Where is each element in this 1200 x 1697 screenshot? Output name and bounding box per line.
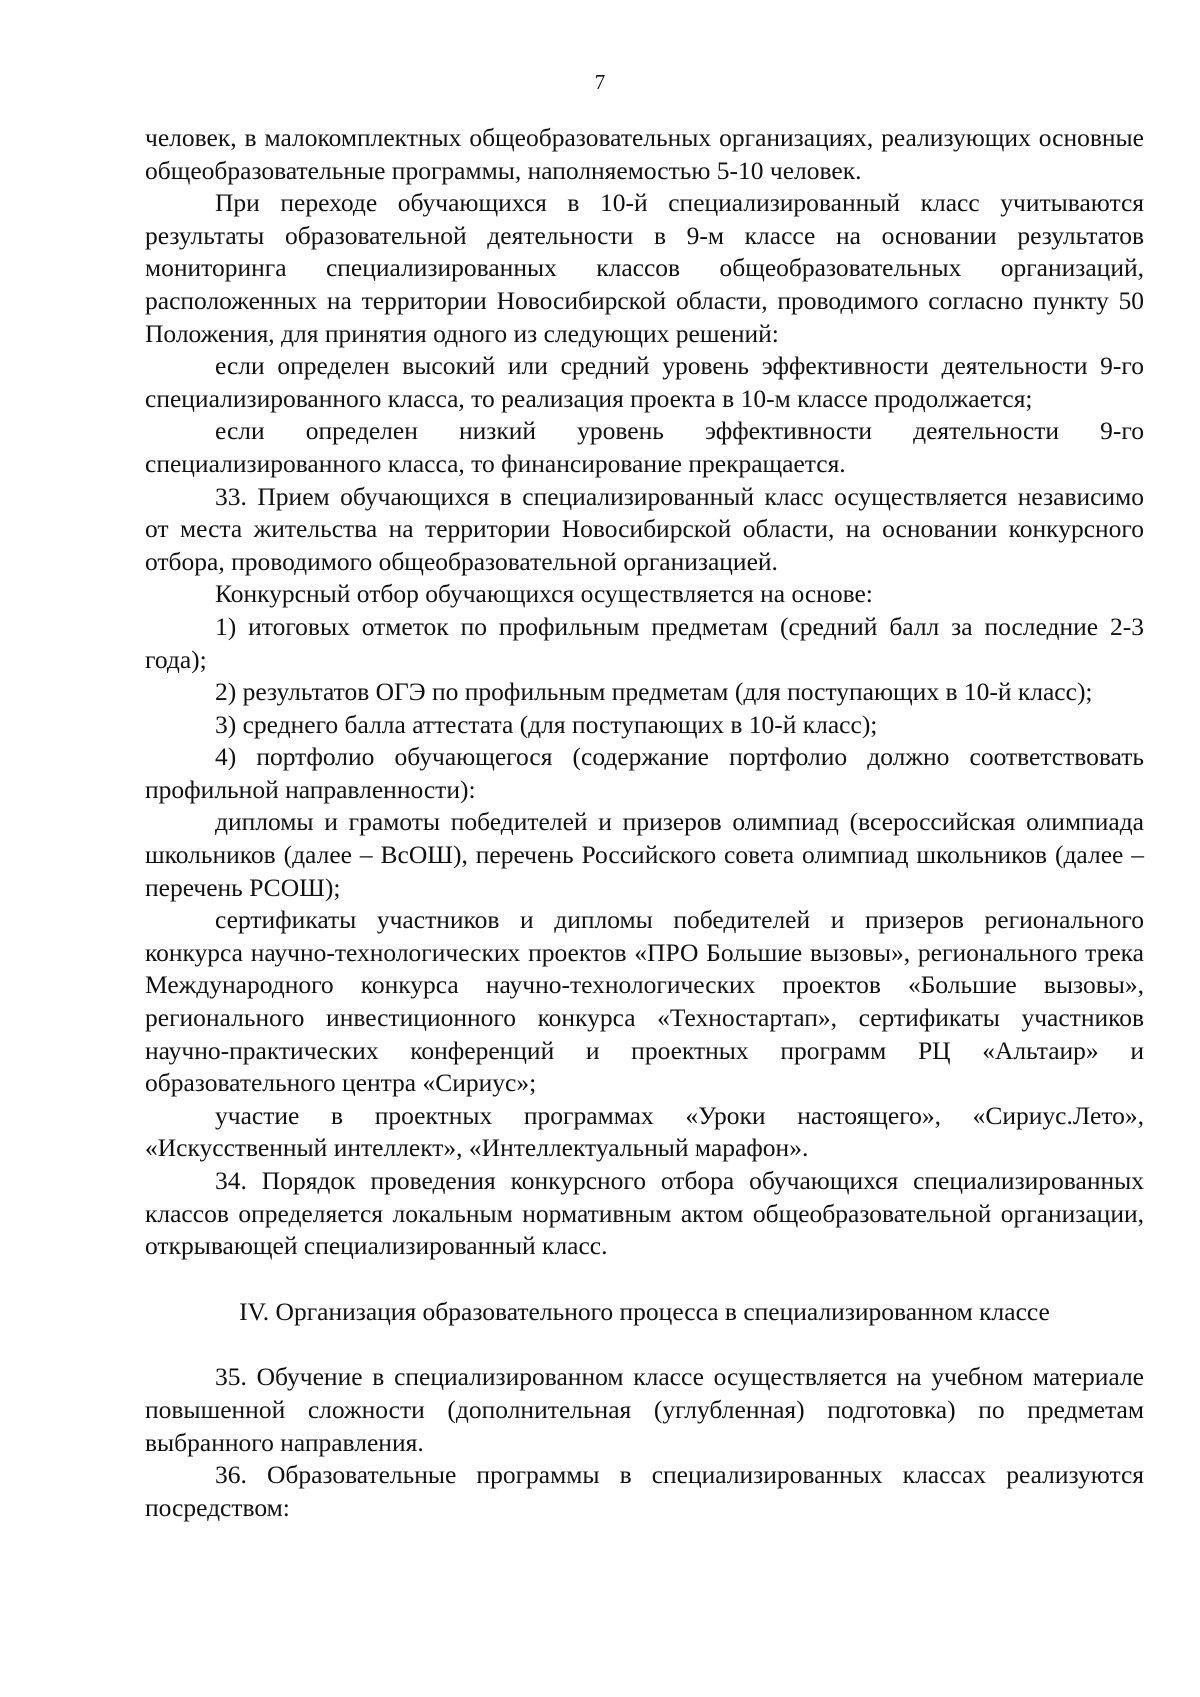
paragraph: человек, в малокомплектных общеобразовательных организациях, реализующих основные общеобразовательные программы, наполняемостью 5-10 человек. <box>145 123 1144 185</box>
list-item: 2) результатов ОГЭ по профильным предметам (для поступающих в 10-й класс); <box>215 677 1093 707</box>
paragraph-item-34: 34. Порядок проведения конкурсного отбора обучающихся специализированных классов определяется локальным нормативным актом общеобразовательной организации, открывающей специализированный класс. <box>145 1166 1144 1261</box>
section-heading: IV. Организация образовательного процесса в специализированном классе <box>239 1296 1050 1326</box>
list-item: 1) итоговых отметок по профильным предметам (средний балл за последние 2-3 года); <box>145 611 1144 674</box>
document-body <box>145 122 1144 1524</box>
page-number: 7 <box>594 70 606 94</box>
paragraph: участие в проектных программах «Уроки настоящего», «Сириус.Лето», «Искусственный интеллект», «Интеллектуальный марафон». <box>145 1100 1144 1163</box>
paragraph: если определен высокий или средний уровень эффективности деятельности 9-го специализированного класса, то реализация проекта в 10-м классе продолжается; <box>145 351 1144 413</box>
paragraph-item-33: 33. Прием обучающихся в специализированный класс осуществляется независимо от места жительства на территории Новосибирской области, на основании конкурсного отбора, проводимого общеобразовательной организацией. <box>145 481 1144 576</box>
list-item: 3) среднего балла аттестата (для поступающих в 10-й класс); <box>215 709 878 739</box>
paragraph: При переходе обучающихся в 10-й специализированный класс учитываются результаты образовательной деятельности в 9-м классе на основании результатов мониторинга специализированных классов общеобразовательных организаций, расположенных на территории Новосибирской области, проводимого согласно пункту 50 Положения, для принятия одного из следующих решений: <box>145 188 1144 348</box>
paragraphs-before-section <box>145 122 1144 1263</box>
list-item: 4) портфолио обучающегося (содержание портфолио должно соответствовать профильной направленности): <box>145 742 1144 804</box>
paragraph-item-36: 36. Образовательные программы в специализированных классах реализуются посредством: <box>145 1460 1144 1522</box>
paragraph: если определен низкий уровень эффективности деятельности 9-го специализированного класса, то финансирование прекращается. <box>145 416 1144 478</box>
paragraphs-after-section <box>145 1361 1144 1524</box>
paragraph: дипломы и грамоты победителей и призеров олимпиад (всероссийская олимпиада школьников (далее – ВсОШ), перечень Российского совета олимпиад школьников (далее – перечень РСОШ); <box>145 807 1144 902</box>
paragraph-item-35: 35. Обучение в специализированном классе осуществляется на учебном материале повышенной сложности (дополнительная (углубленная) подготовка) по предметам выбранного направления. <box>145 1362 1144 1457</box>
paragraph: Конкурсный отбор обучающихся осуществляется на основе: <box>215 579 873 609</box>
paragraph: сертификаты участников и дипломы победителей и призеров регионального конкурса научно-технологических проектов «ПРО Большие вызовы», регионального трека Международного конкурса научно-технологических проектов «Большие вызовы», регионального инвестиционного конкурса «Техностартап», сертификаты участников научно-практических конференций и проектных программ РЦ «Альтаир» и образовательного центра «Сириус»; <box>145 905 1144 1098</box>
